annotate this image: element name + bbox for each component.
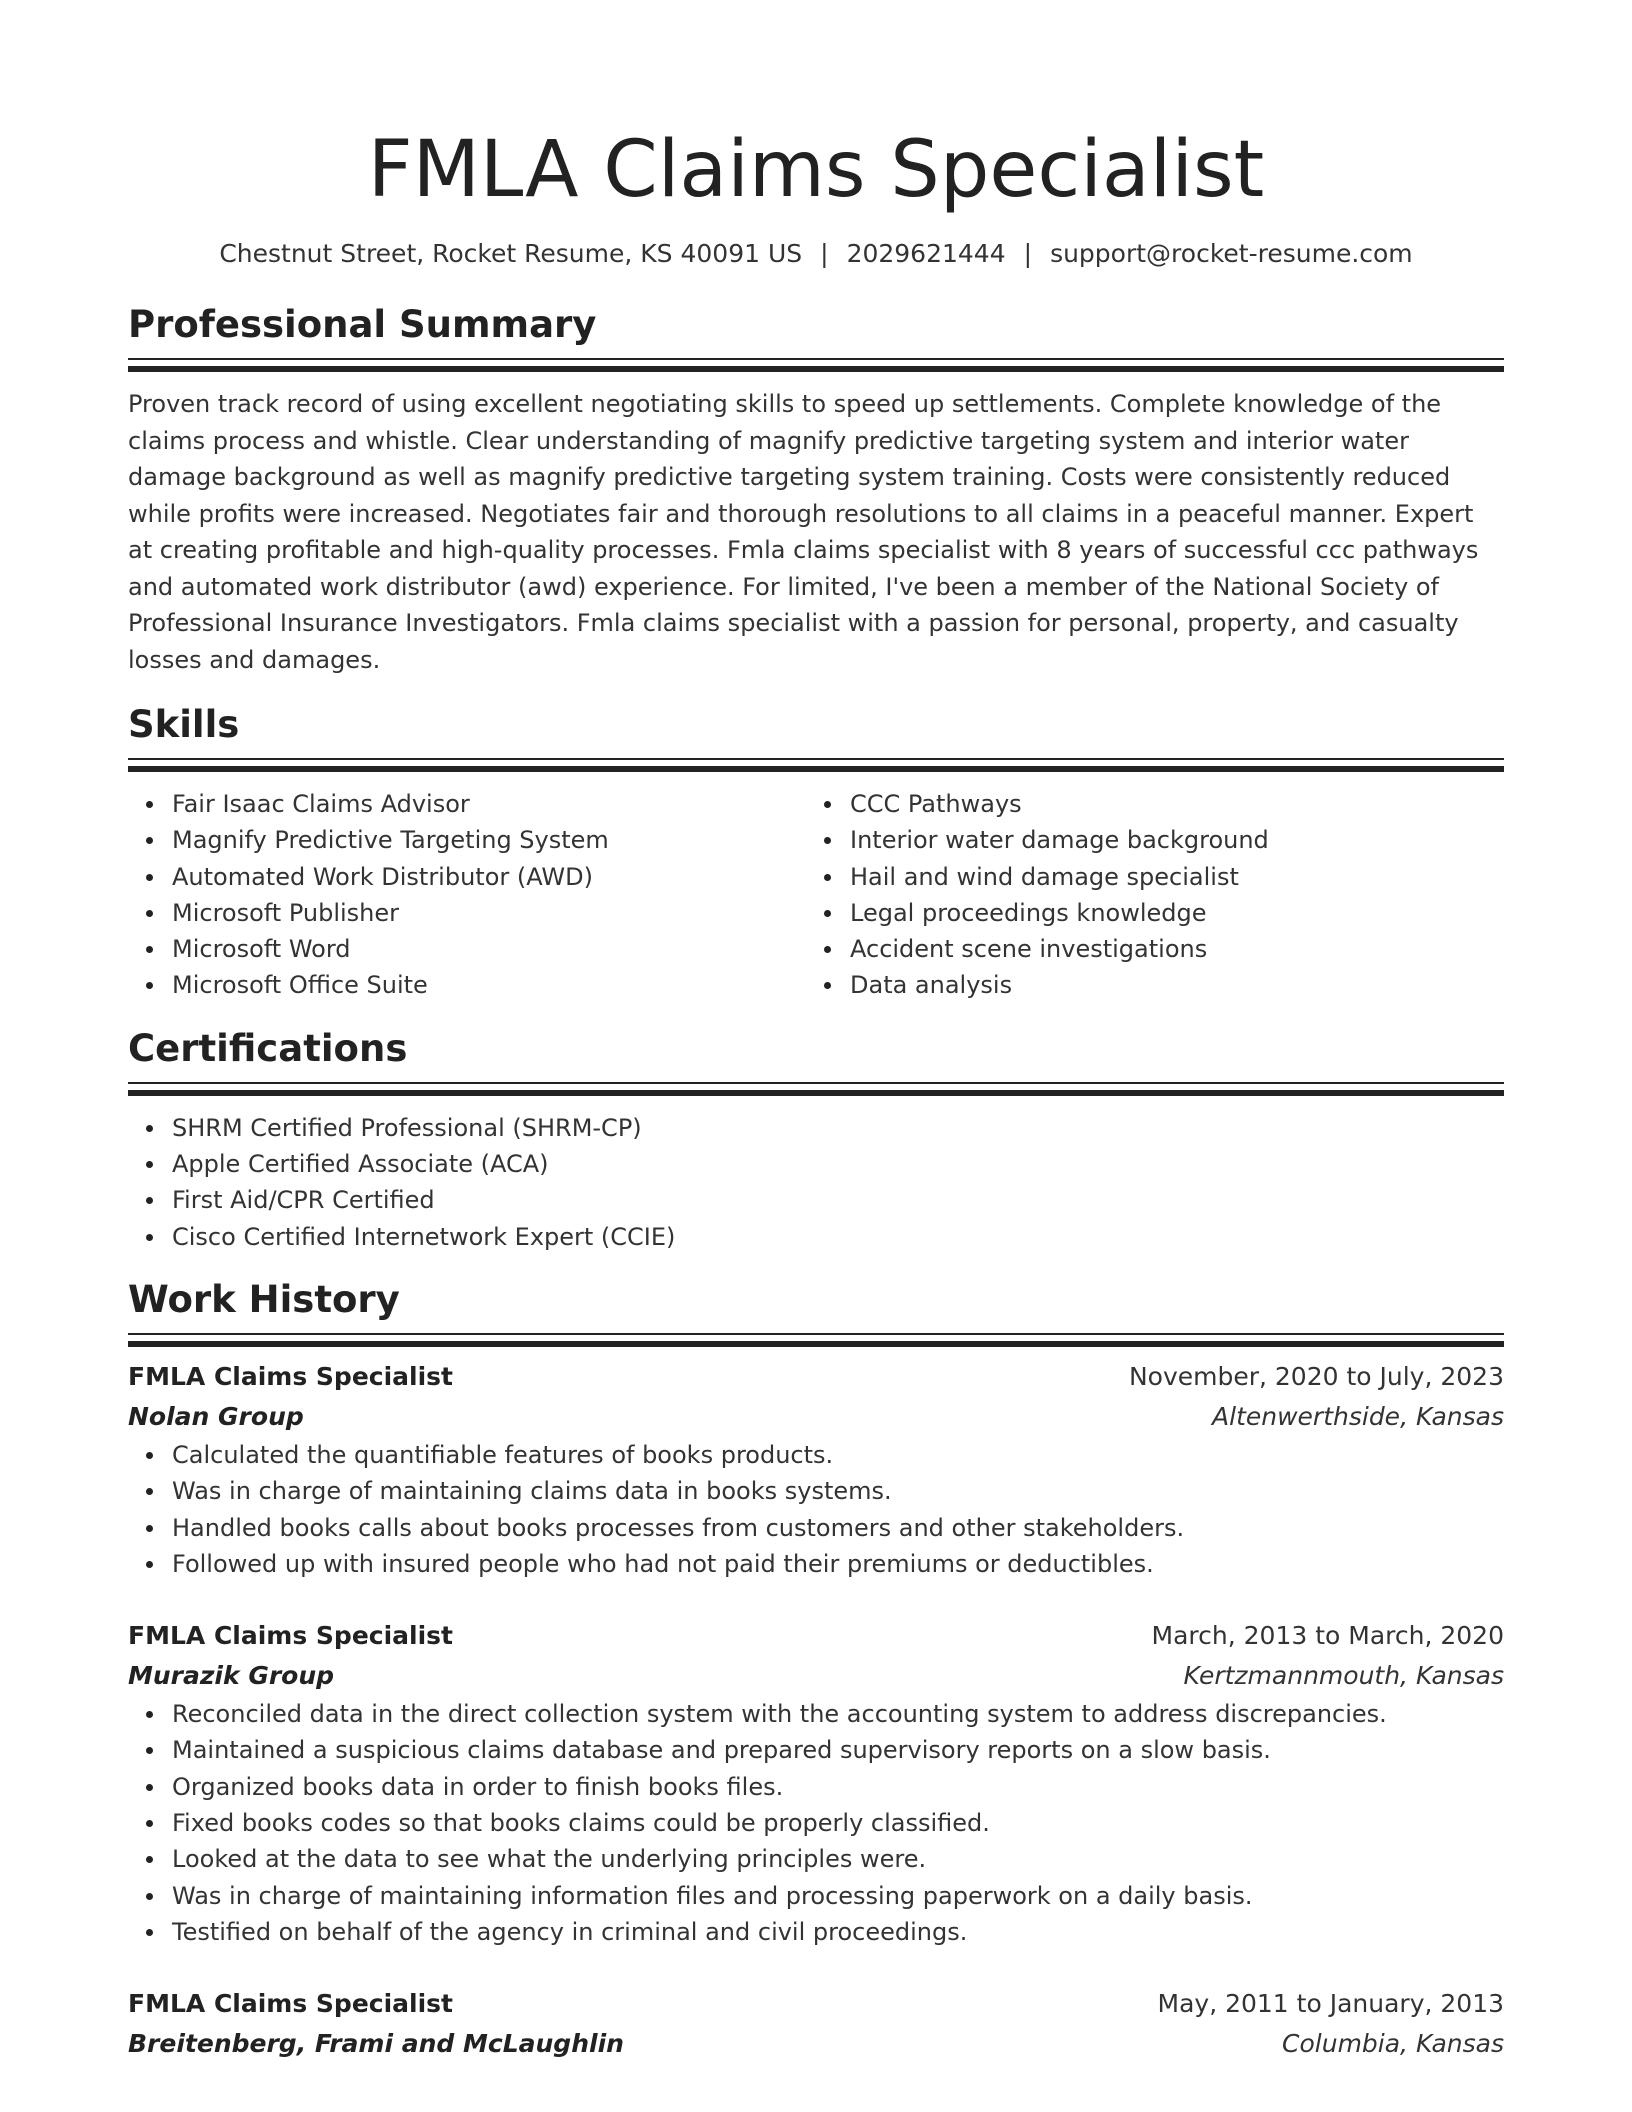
work-history-section — [128, 1275, 1504, 2064]
section-title-summary: Professional Summary — [128, 303, 597, 346]
section-title-work-history: Work History — [128, 1277, 400, 1321]
contact-address: Chestnut Street, Rocket Resume, KS 40091 US — [219, 239, 803, 268]
skill-item: Legal proceedings knowledge — [850, 895, 1484, 931]
skills-list-left — [128, 786, 806, 1004]
skills-list-right — [806, 786, 1484, 1004]
job-entry — [128, 1984, 1504, 2064]
job-company: Breitenberg, Frami and McLaughlin — [128, 2029, 624, 2059]
summary-section — [128, 300, 1504, 678]
certification-item: SHRM Certified Professional (SHRM-CP) — [172, 1110, 1504, 1146]
job-dates: November, 2020 to July, 2023 — [1128, 1361, 1504, 1391]
job-duty-item: Was in charge of maintaining claims data in books systems. — [172, 1473, 1504, 1509]
job-duty-item: Followed up with insured people who had not paid their premiums or deductibles. — [172, 1546, 1504, 1582]
section-title-certifications: Certifications — [128, 1026, 408, 1070]
job-header — [128, 1984, 1504, 2024]
section-divider — [128, 758, 1504, 772]
job-duties-list — [128, 1696, 1504, 1950]
certifications-section — [128, 1024, 1504, 1255]
job-subheader — [128, 1656, 1504, 1696]
job-company: Nolan Group — [128, 1401, 304, 1431]
job-company: Murazik Group — [128, 1661, 335, 1691]
skill-item: Microsoft Word — [172, 931, 806, 967]
job-duty-item: Reconciled data in the direct collection system with the accounting system to address discrepancies. — [172, 1696, 1504, 1732]
skill-item: Magnify Predictive Targeting System — [172, 822, 806, 858]
resume-page — [128, 0, 1504, 2064]
skill-item: Data analysis — [850, 967, 1484, 1003]
certification-item: Apple Certified Associate (ACA) — [172, 1146, 1504, 1182]
job-location: Columbia, Kansas — [1282, 2029, 1504, 2059]
job-duty-item: Fixed books codes so that books claims could be properly classified. — [172, 1805, 1504, 1841]
job-subheader — [128, 1397, 1504, 1437]
job-title: FMLA Claims Specialist — [128, 1621, 454, 1651]
certifications-list — [128, 1110, 1504, 1255]
skills-grid — [128, 786, 1504, 1004]
section-divider — [128, 1082, 1504, 1096]
section-divider — [128, 1333, 1504, 1347]
contact-email: support@rocket-resume.com — [1050, 239, 1413, 268]
job-header — [128, 1616, 1504, 1656]
job-title: FMLA Claims Specialist — [128, 1989, 454, 2019]
job-duty-item: Organized books data in order to finish books files. — [172, 1769, 1504, 1805]
job-location: Altenwerthside, Kansas — [1212, 1401, 1504, 1431]
skills-section — [128, 700, 1504, 1004]
certification-item: First Aid/CPR Certified — [172, 1182, 1504, 1218]
section-divider — [128, 358, 1504, 372]
job-header — [128, 1357, 1504, 1397]
job-dates: May, 2011 to January, 2013 — [1157, 1989, 1504, 2019]
job-duty-item: Looked at the data to see what the underlying principles were. — [172, 1841, 1504, 1877]
skill-item: Accident scene investigations — [850, 931, 1484, 967]
certification-item: Cisco Certified Internetwork Expert (CCIE) — [172, 1219, 1504, 1255]
job-duty-item: Was in charge of maintaining information files and processing paperwork on a daily basis. — [172, 1878, 1504, 1914]
contact-separator: | — [1023, 239, 1033, 268]
job-duty-item: Handled books calls about books processes from customers and other stakeholders. — [172, 1510, 1504, 1546]
contact-phone: 2029621444 — [846, 239, 1006, 268]
skill-item: Interior water damage background — [850, 822, 1484, 858]
job-duty-item: Calculated the quantifiable features of books products. — [172, 1437, 1504, 1473]
job-duty-item: Testified on behalf of the agency in criminal and civil proceedings. — [172, 1914, 1504, 1950]
section-title-skills: Skills — [128, 703, 240, 746]
job-title: FMLA Claims Specialist — [128, 1361, 454, 1391]
job-duty-item: Maintained a suspicious claims database and prepared supervisory reports on a slow basis. — [172, 1732, 1504, 1768]
skill-item: CCC Pathways — [850, 786, 1484, 822]
job-subheader — [128, 2024, 1504, 2064]
skills-column-right — [806, 786, 1484, 1004]
job-dates: March, 2013 to March, 2020 — [1151, 1621, 1504, 1651]
skill-item: Microsoft Publisher — [172, 895, 806, 931]
job-duties-list — [128, 1437, 1504, 1582]
skill-item: Hail and wind damage specialist — [850, 859, 1484, 895]
job-entry — [128, 1616, 1504, 1950]
contact-separator: | — [820, 239, 829, 268]
job-location: Kertzmannmouth, Kansas — [1183, 1661, 1504, 1691]
summary-text: Proven track record of using excellent negotiating skills to speed up settlements. Complete knowledge of the claims process and whistle. Clear understanding of magnify predictive targeting system and interior water damage background as well as magnify predictive targeting system training. Costs were consistently reduced while profits were increased. Negotiates fair and thorough resolutions to all claims in a peaceful manner. Expert at creating profitable and high-quality processes. Fmla claims specialist with 8 years of successful ccc pathways and automated work distributor (awd) experience. For limited, I've been a member of the National Society of Professional Insurance Investigators. Fmla claims specialist with a passion for personal, property, and casualty losses and damages. — [128, 390, 1479, 674]
skill-item: Microsoft Office Suite — [172, 967, 806, 1003]
resume-name: FMLA Claims Specialist — [367, 125, 1265, 215]
job-entry — [128, 1357, 1504, 1582]
skill-item: Fair Isaac Claims Advisor — [172, 786, 806, 822]
skills-column-left — [128, 786, 806, 1004]
skill-item: Automated Work Distributor (AWD) — [172, 859, 806, 895]
contact-line — [128, 236, 1504, 272]
